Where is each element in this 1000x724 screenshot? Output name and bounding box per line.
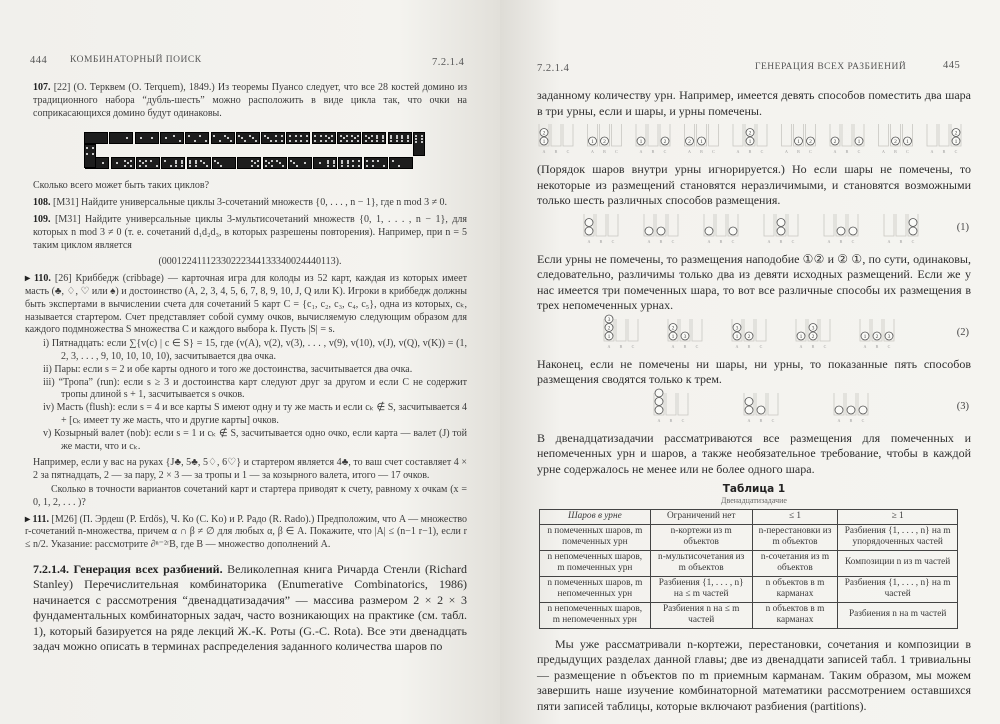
urn-arrangement [733,124,767,154]
urn-label: C [906,149,909,154]
table-cell: n-мультисочетания из m объектов [650,550,752,576]
ball-number: 2 [894,139,897,145]
urn-arrangement [704,214,738,244]
urn-label: A [671,343,675,349]
urn [884,214,894,236]
urn [616,319,626,341]
domino [84,144,96,168]
exercise-text: [M31] Найдите универсальные циклы 3-мультисочетаний множеств {0, 1, . . . , n − 1}, для которых n mod 3 ≠ 0 (т. е. сочетаний d₁d₂d₃, в которых разрешены повторения). Например, при n = 5 таким циклом является [33,213,468,251]
domino-cycle-figure [33,126,467,176]
rule-item: i) Пятнадцать: если ∑{v(c) | c ∈ S} = 15, где (v(A), v(2), v(3), . . . , v(9), v(10), v(J), v(Q), v(K)) = (1, 2, 3, . . . , 9, 10, 10, 10, 10), засчитывается два очка. [43,338,467,362]
equation-number: (1) [956,221,969,233]
urn [608,214,618,236]
right-text-column [537,84,971,714]
urn [551,124,561,146]
urn [666,393,676,415]
exercise-text: [22] (О. Терквем (O. Terquem), 1849.) Из теоремы Пуансо следует, что все 28 костей домино из традиционного набора “дубль-шесть” можно расположить в виде цикла так, что очки на соприкасающихся домино будут одинаковы. [33,82,468,119]
exercise-number: ▸ 111. [25,513,49,525]
running-title: КОМБИНАТОРНЫЙ ПОИСК [70,55,202,65]
urn [939,124,949,146]
urn-label: B [599,238,603,244]
domino [389,157,413,169]
exercise-text: [M31] Найдите универсальные циклы 3-сочетаний множеств {0, . . . , n − 1}, где n mod 3 ≠ 0. [53,197,448,209]
urn-label: B [894,149,897,154]
urn-label: C [851,238,855,244]
table-cell: n объектов в m карманах [752,576,838,602]
ball [585,227,593,235]
urn [842,124,852,146]
urn-label: A [785,149,788,154]
ball [909,218,917,226]
urn-arrangement [830,124,864,154]
urn [879,124,889,146]
table-row [540,602,958,628]
rule-item: iii) “Тропа” (run): если s ≥ 3 и достоинства карт следуют друг за другом и если C не содержит тропы длиной s + 1, засчитывается s очков. [43,376,467,401]
urn-label: B [942,149,946,154]
urn [757,124,767,146]
urn-arrangement [539,124,573,154]
equation-number: (2) [956,326,969,338]
ball-number: 2 [688,139,691,145]
rule-item: v) Козырный валет (nob): если s = 1 и cₖ ∉ S, засчитывается одно очко, если карта — валет (J) той же масти, что и cₖ. [43,427,467,452]
domino [388,132,412,144]
ball-number: 2 [671,325,675,331]
exercise-text: [M26] (П. Эрдеш (P. Erdős), Ч. Ко (C. Ko) и Р. Радо (R. Rado).) Предположим, что A — множество r-сочетаний n-множества, причем α ∩ β ≠ ∅ для любых α, β ∈ A. Покажите, что |A| ≤ (n−1 r−1), если r ≤ n/2. Указание: рассмотрите ∂ⁿ⁻²ʳB, где B — множество дополнений A. [25,513,467,551]
urn-label: A [837,417,841,423]
ball-number: 2 [607,325,611,331]
domino [136,157,160,169]
table-cell: n объектов в m карманах [752,602,838,628]
urn-arrangement [588,124,622,154]
urn-arrangement [764,214,798,244]
ball-number: 2 [954,130,958,137]
domino [362,132,386,144]
urn-label: C [823,343,827,349]
ball-number: 1 [906,139,909,145]
scoring-rules [33,338,467,453]
urn-label: A [887,238,891,244]
urn-label: C [954,149,958,154]
urn-arrangement [744,393,778,423]
ball [849,227,857,235]
urn-label: C [695,343,699,349]
column-header: ≥ 1 [838,510,958,525]
urn-label: C [771,417,775,423]
ball [859,406,867,414]
urn-label: B [619,343,623,349]
urn-label: A [767,238,771,244]
urn-label: B [747,343,751,349]
urn [709,124,719,146]
domino [111,157,135,169]
domino [212,157,236,169]
table-cell: Разбиения n на ≤ m частей [650,602,752,628]
urn [612,124,622,146]
urn-label: B [759,417,763,423]
urn-label: C [759,343,763,349]
urn-label: A [542,149,546,154]
ball [837,227,845,235]
urn-label: B [748,149,752,154]
urn-label: C [611,238,615,244]
ball-number: 1 [857,139,861,145]
urn-label: B [719,238,723,244]
cribbage-question: Сколько в точности вариантов сочетаний карт и стартера приводят к счету, равному x очкам (x = 0, 1, 2, . . . )? [33,483,467,508]
urn-label: A [591,149,594,154]
ball-number: 1 [591,139,594,145]
table-cell: n-сочетания из m объектов [752,550,838,576]
table-cell: Разбиения {1, . . . , n} на ≤ m частей [650,576,752,602]
table-cell: n непомеченных шаров, m непомеченных урн [540,602,651,628]
ball-number: 2 [747,333,751,340]
urn-label: B [797,149,800,154]
running-title: ГЕНЕРАЦИЯ ВСЕХ РАЗБИЕНИЙ [755,62,907,72]
urn [764,214,774,236]
urn-label: B [669,417,673,423]
urn-arrangement [668,319,702,349]
urn [788,214,798,236]
exercise-text: [26] Криббедж (cribbage) — карточная игра для колоды из 52 карт, каждая из которых имеет масть (♣, ♢, ♡ или ♠) и достоинство (A, 2, 3, 4, 5, 6, 7, 8, 9, 10, J, Q или K). Игроки в криббедж должны быть экспертами в вычислении счета для сочетаний 5 карт C = {c₁, c₂, c₃, c₄, c₅}, одна из которых, cₖ, называется стартером. Счет представляет собой сумму очков, вычисляемую следующим образом для каждого подмножества S множества C и каждого выбора k. Пусть |S| = s. [25,273,468,336]
right-page [500,0,1000,724]
ball-number: 2 [811,333,815,340]
ball-number: 2 [603,139,606,145]
urn-label: C [615,149,618,154]
paragraph: (Порядок шаров внутри урны игнорируется.) Но если шары не помечены, то некоторые из размещений становятся неразличимыми, и становятся возможными только шесть различных способов размещения. [537,162,971,207]
domino [237,157,261,169]
urn-row [537,391,971,427]
urn-arrangement [654,389,688,423]
urn-label: A [882,149,885,154]
ball-number: 1 [748,139,752,145]
urn-arrangement [860,319,894,349]
paragraph: Наконец, если не помечены ни шары, ни урны, то показанные пять способов размещения сводятся только к трем. [537,356,971,386]
ball [655,406,663,414]
rule-item: iv) Масть (flush): если s = 4 и все карты S имеют одну и ту же масть и если cₖ ∉ S, засчитывается 4 + [cₖ имеет ту же масть, что и другие карты] очков. [43,402,467,426]
urn-label: A [736,149,740,154]
domino [135,132,159,144]
ball-number: 2 [542,130,546,137]
urn-label: C [681,417,685,423]
urn-arrangement [636,124,670,154]
urn-label: C [663,149,667,154]
urn-figure-three-balls [600,316,920,351]
urn-arrangement [584,214,618,244]
domino [312,132,336,144]
urn-arrangement [604,315,638,349]
urn-label: A [863,343,867,349]
urn-label: B [603,149,606,154]
domino [236,132,260,144]
ball [729,227,737,235]
urn [678,393,688,415]
urn-label: C [791,238,795,244]
ball [645,227,653,235]
urn-figure-labeled-balls [535,124,975,156]
section-heading: 7.2.1.4. Генерация всех разбиений. [33,561,223,576]
urn [927,124,937,146]
table-cell: Композиции n из m частей [838,550,958,576]
urn-label: C [857,149,861,154]
exercise-111 [25,514,467,552]
table-row [540,576,958,602]
urn-label: A [833,149,837,154]
domino [84,132,108,144]
table-row [540,524,958,550]
page-number: 445 [943,60,961,71]
ball-number: 2 [875,333,879,340]
urn-label: C [809,149,812,154]
domino [263,157,287,169]
ball-number: 3 [887,333,891,340]
exercise-108 [33,197,467,210]
ball-number: 1 [639,139,643,145]
domino [313,157,337,169]
domino [185,132,209,144]
urn [628,319,638,341]
domino [364,157,388,169]
exercise-number: 108. [33,197,51,209]
urn [733,124,743,146]
urn-arrangement [796,319,830,349]
section-7-2-1-4-intro [33,562,467,655]
ball [847,406,855,414]
urn-label: B [700,149,703,154]
column-header: ≤ 1 [752,510,838,525]
column-header: Ограничений нет [650,510,752,525]
ball-number: 2 [833,139,837,145]
urn-label: B [899,238,903,244]
ball-number: 3 [683,333,687,340]
table-title: Таблица 1 [722,483,786,495]
urn-label: C [731,238,735,244]
ball-number: 3 [735,325,739,331]
urn [692,319,702,341]
paragraph: заданному количеству урн. Например, имеется девять способов поместить два шара в три урны, если и шары, и урны помечены. [537,88,971,118]
urn [824,214,834,236]
urn-row [537,317,971,353]
ball-number: 1 [797,139,800,145]
urn-row [537,212,971,248]
urn-arrangement [644,214,678,244]
urn-label: C [760,149,764,154]
cycle-sequence: (00012241112330222344133340024440113). [158,256,342,268]
urn-figure-plain [650,393,865,425]
domino [161,157,185,169]
ball [657,227,665,235]
paragraph: Мы уже рассматривали n-кортежи, перестановки, сочетания и композиции в предыдущих разделах данной главы; две из двенадцати записей табл. 1 тривиальны — размещение n объектов по m приемным карманам. Таким образом, мы можем завершить наше изучение комбинаторной математики рассмотрением оставшихся пяти записей таблицы, которые включают разбиения (partitions). [537,636,971,713]
domino [160,132,184,144]
ball-number: 1 [542,139,546,145]
section-number: 7.2.1.4 [537,63,570,74]
urn-label: B [839,238,843,244]
urn-label: A [827,238,831,244]
urn-label: A [799,343,803,349]
urn-label: A [688,149,691,154]
ball-number: 1 [671,333,675,340]
urn-label: B [779,238,783,244]
urn-label: C [861,417,865,423]
urn-arrangement [685,124,719,154]
exercise-number: 107. [33,82,51,93]
ball-number: 2 [748,130,752,137]
ball [909,227,917,235]
exercise-110 [25,273,467,337]
domino [109,132,133,144]
domino [338,157,362,169]
ball [705,227,713,235]
urn-label: A [607,343,611,349]
urn-label: C [887,343,891,349]
urn-arrangement [879,124,913,154]
urn-label: B [659,238,663,244]
urn [768,393,778,415]
ball [655,389,663,397]
paragraph: В двенадцатизадачии рассматриваются все размещения для помеченных и непомеченных урн и шаров, а также необязательное требование, чтобы в каждой урне содержалось не менее или не более одного шара. [537,430,971,476]
urn-label: C [671,238,675,244]
urn-arrangement [884,214,918,244]
ball [745,397,753,405]
urn-label: A [647,238,651,244]
ball [745,406,753,414]
ball-number: 1 [735,333,739,340]
urn-label: A [639,149,643,154]
page-number: 444 [30,55,48,66]
urn [648,124,658,146]
ball-number: 1 [700,139,703,145]
ball-number: 1 [954,139,958,145]
domino [337,132,361,144]
domino [288,157,312,169]
urn-label: A [747,417,751,423]
urn-label: C [712,149,715,154]
urn-arrangement [834,393,868,423]
urn-label: C [911,238,915,244]
urn-label: A [587,238,591,244]
domino [286,132,310,144]
cribbage-example: Например, если у вас на руках {J♣, 5♣, 5♢, 6♡} и стартером является 4♣, то ваш счет составляет 4 × 2 за пятнадцать, 2 — за пару, 2 × 3 — за тропы и 1 — за козырного валета, итого — 17 очков. [33,457,467,482]
urn-label: B [875,343,879,349]
ball [757,406,765,414]
ball [835,406,843,414]
ball [655,397,663,405]
table-header-row [540,510,958,525]
table-row [540,550,958,576]
table-cell: Разбиения n на m частей [838,602,958,628]
ball [777,218,785,226]
domino [261,132,285,144]
table-cell: n помеченных шаров, m непомеченных урн [540,576,651,602]
urn-arrangement [782,124,816,154]
urn [896,214,906,236]
urn-label: A [735,343,739,349]
exercise-107 [33,82,467,120]
table-cell: Разбиения {1, . . . , n} на m упорядоченных частей [838,524,958,550]
table-cell: n-кортежи из m объектов [650,524,752,550]
ball-number: 3 [811,325,815,331]
urn-arrangement [732,319,766,349]
twelvefold-way-table [539,509,958,629]
rule-item: ii) Пары: если s = 2 и обе карты одного и того же достоинства, засчитывается два очка. [43,363,413,375]
domino [413,132,425,156]
urn-label: B [651,149,655,154]
urn-arrangement [824,214,858,244]
urn-label: C [631,343,635,349]
table-subtitle: Двенадцатизадачие [721,496,787,505]
urn-label: B [554,149,558,154]
urn-arrangement [927,124,961,154]
ball-number: 1 [863,333,867,340]
urn [782,124,792,146]
equation-number: (3) [956,400,969,412]
ball-number: 1 [799,333,803,340]
urn [756,319,766,341]
urn-label: C [566,149,570,154]
urn-label: B [683,343,687,349]
paragraph: Если урны не помечены, то размещения наподобие ①② и ② ①, по сути, одинаковы, следовательно, различимы только два из девяти исходных размещений. Если же у нас имеется три помеченных шара, то вот все различные способы их размещения в трех непомеченных урнах. [537,251,971,312]
exercise-109 [33,214,467,252]
urn-label: B [849,417,853,423]
urn [563,124,573,146]
domino [187,157,211,169]
urn [668,214,678,236]
ball-number: 3 [607,316,611,323]
urn-figure-unlabeled-balls [580,214,940,246]
exercise-107-question: Сколько всего может быть таких циклов? [33,180,210,192]
urn-label: B [811,343,815,349]
column-header: Шаров в урне [540,510,651,525]
section-text: Великолепная книга Ричарда Стенли (Richard Stanley) Перечислительная комбинаторика (Enumerative Combinatorics, 1986) начинается с рассмотрения “двенадцатизадачия” — массива размером 2 × 2 × 3 фундаментальных комбинаторных задач, часто возникающих на практике (см. табл. 1), который базируется на ряде лекций Ж.-К. Роты (G.-C. Rota). Все эти двенадцать задач можно описать в терминах распределения заданного количества шаров по [33,561,467,654]
ball-number: 1 [607,333,611,340]
urn-label: B [845,149,849,154]
urn [716,214,726,236]
table-cell: Разбиения {1, . . . , n} на m частей [838,576,958,602]
urn-label: A [930,149,934,154]
section-number: 7.2.1.4 [432,57,465,68]
ball [777,227,785,235]
table-cell: n помеченных шаров, m помеченных урн [540,524,651,550]
table-cell: n непомеченных шаров, m помеченных урн [540,550,651,576]
urn-row [537,122,971,158]
domino [211,132,235,144]
urn-label: A [657,417,661,423]
ball-number: 2 [663,139,667,145]
exercise-number: ▸ 110. [25,273,51,285]
left-text-column [25,78,468,655]
urn [596,214,606,236]
exercise-number: 109. [33,213,51,225]
urn [820,319,830,341]
urn-label: A [707,238,711,244]
ball [585,218,593,226]
table-cell: n-перестановки из m объектов [752,524,838,550]
ball-number: 2 [809,139,812,145]
